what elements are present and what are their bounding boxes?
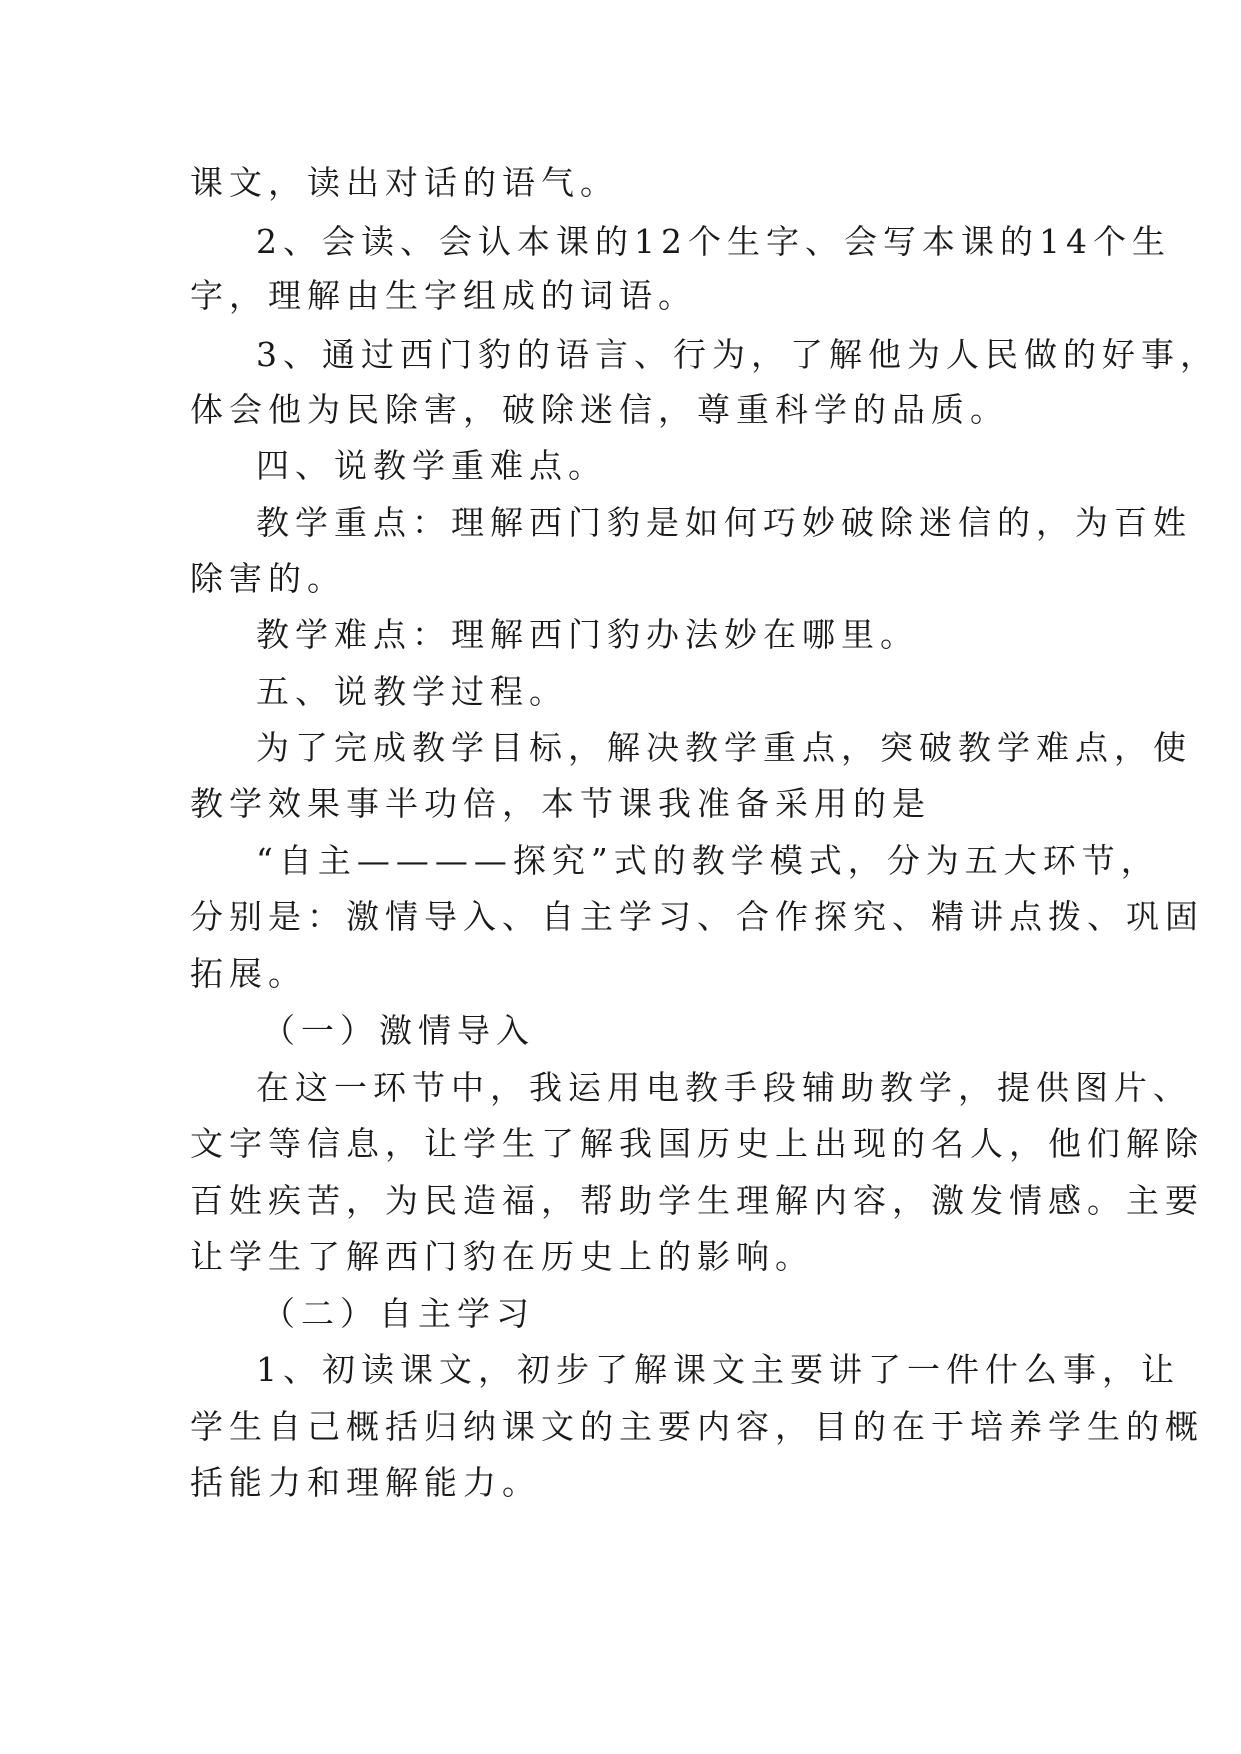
text-line: 1、初读课文，初步了解课文主要讲了一件什么事，让: [256, 1350, 1180, 1389]
text-line: 课文，读出对话的语气。: [190, 163, 619, 202]
text-line: 括能力和理解能力。: [190, 1463, 541, 1502]
subsection-heading: （二）自主学习: [262, 1294, 535, 1333]
text-line: 为了完成教学目标，解决教学重点，突破教学难点，使: [256, 728, 1192, 767]
text-line: 拓展。: [190, 954, 307, 993]
text-line: 2、会读、会认本课的12个生字、会写本课的14个生: [256, 222, 1171, 261]
text-line: 文字等信息，让学生了解我国历史上出现的名人，他们解除: [190, 1124, 1204, 1163]
text-line: 让学生了解西门豹在历史上的影响。: [190, 1237, 814, 1276]
text-line: 3、通过西门豹的语言、行为，了解他为人民做的好事，: [256, 335, 1219, 374]
section-heading: 五、说教学过程。: [256, 672, 568, 711]
subsection-heading: （一）激情导入: [262, 1011, 535, 1050]
text-line: 百姓疾苦，为民造福，帮助学生理解内容，激发情感。主要: [190, 1181, 1204, 1220]
text-line: 在这一环节中，我运用电教手段辅助教学，提供图片、: [256, 1068, 1192, 1107]
text-line: 教学效果事半功倍，本节课我准备采用的是: [190, 784, 931, 823]
text-line: 教学难点：理解西门豹办法妙在哪里。: [256, 615, 919, 654]
text-line: 除害的。: [190, 559, 346, 598]
section-heading: 四、说教学重难点。: [256, 446, 607, 485]
text-line: 字，理解由生字组成的词语。: [190, 276, 697, 315]
text-line: 教学重点：理解西门豹是如何巧妙破除迷信的，为百姓: [256, 503, 1192, 542]
text-line: 学生自己概括归纳课文的主要内容，目的在于培养学生的概: [190, 1407, 1204, 1446]
text-line: 分别是：激情导入、自主学习、合作探究、精讲点拨、巩固: [190, 897, 1204, 936]
text-line: “自主————探究”式的教学模式，分为五大环节，: [256, 841, 1160, 880]
text-line: 体会他为民除害，破除迷信，尊重科学的品质。: [190, 390, 1009, 429]
